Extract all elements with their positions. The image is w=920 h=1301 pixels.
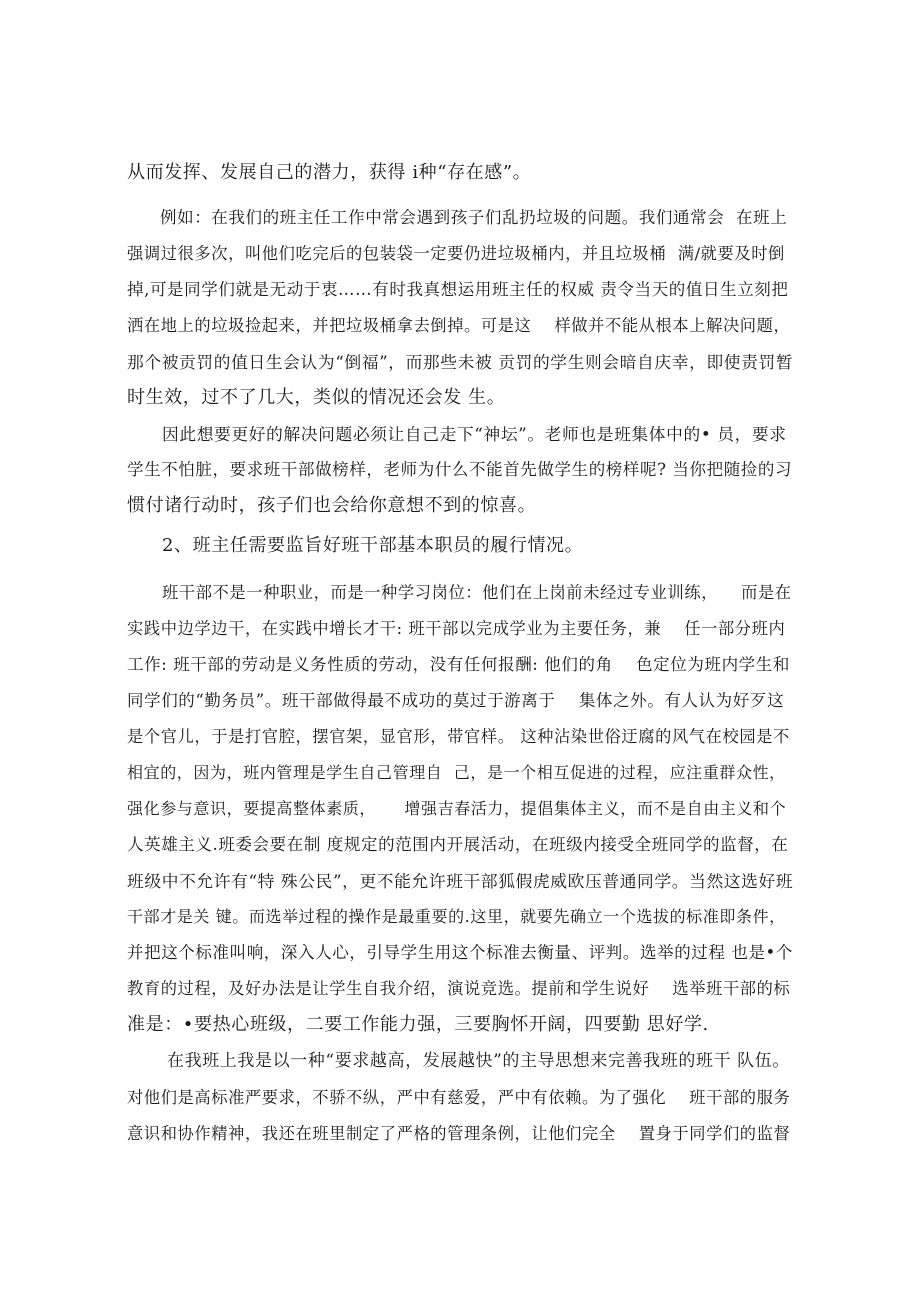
text-line: 班干部不是一种职业，而是一种学习岗位：他们在上岗前未经过专业训练， 而是在 bbox=[162, 583, 792, 602]
text-line: 教育的过程，及好办法是让学生自我介绍，演说竞选。提前和学生说好 选举班干部的标 bbox=[127, 979, 791, 998]
text-line: 洒在地上的垃圾捡起来，并把垃圾桶拿去倒掉。可是这 样做并不能从根本上解决问题， bbox=[127, 316, 791, 335]
text-line: 班级中不允许有“特 殊公民”，更不能允许班干部狐假虎威欧压普通同学。当然这选好班 bbox=[127, 871, 794, 891]
text-line: 对他们是高标准严要求，不骄不纵，严中有慈爱，严中有依赖。为了强化 班干部的服务 bbox=[127, 1088, 791, 1107]
text-line: 惯付诸行动时，孩子们也会给你意想不到的惊喜。 bbox=[127, 495, 537, 516]
text-line: 在我班上我是以一种“要求越高，发展越快”的主导思想来完善我班的班干 队伍。 bbox=[167, 1051, 790, 1071]
text-line: 准是：•要热心班级，二要工作能力强，三要胸怀开阔，四要勤 思好学. bbox=[127, 1014, 709, 1035]
text-line: 时生效，过不了几大，类似的情况还会发 生。 bbox=[127, 387, 506, 408]
text-line: 学生不怕脏，要求班干部做榜样，老师为什么不能首先做学生的榜样呢? 当你把随捡的习 bbox=[127, 460, 793, 479]
text-line: 例如：在我们的班主任工作中常会遇到孩子们乱扔垃圾的问题。我们通常会 在班上 bbox=[160, 208, 788, 227]
text-line: 意识和协作精神，我还在班里制定了严格的管理条例，让他们完全 置身于同学们的监督 bbox=[127, 1124, 791, 1143]
text-line: 干部才是关 键。而选举过程的操作是最重要的.这里，就要先确立一个选拔的标准即条件， bbox=[127, 907, 786, 926]
text-line: 人英雄主义.班委会要在制 度规定的范围内开展活动，在班级内接受全班同学的监督，在 bbox=[127, 835, 789, 854]
text-line: 强化参与意识，要提高整体素质， 增强吉春活力，提倡集体主义，而不是自由主义和个 bbox=[127, 799, 787, 818]
text-line: 因此想要更好的解决问题必须让自己走下“神坛”。老师也是班集体中的• 员，要求 bbox=[162, 424, 787, 444]
text-line: 同学们的“勤务员”。班干部做得最不成功的莫过于游离于 集体之外。有人认为好歹这 bbox=[127, 691, 785, 710]
text-line: 实践中边学边干，在实践中增长才干: 班干部以完成学业为主要任务，兼 任一部分班内 bbox=[127, 619, 786, 638]
text-line: 相宜的，因为，班内管理是学生自己管理自 己，是一个相互促进的过程，应注重群众性， bbox=[127, 763, 786, 782]
text-line: 掉,可是同学们就是无动于衷……有时我真想运用班主任的权威 责令当天的值日生立刻把 bbox=[127, 280, 789, 299]
text-line: 工作: 班干部的劳动是义务性质的劳动，没有任何报酬: 他们的角 色定位为班内学生和 bbox=[127, 655, 790, 674]
section-heading: 2、班主任需要监旨好班干部基本职员的履行情况。 bbox=[162, 535, 584, 556]
text-line: 从而发挥、发展自己的潜力，获得 i种“存在感”。 bbox=[127, 162, 532, 183]
text-line: 并把这个标准叫响，深入人心，引导学生用这个标准去衡量、评判。选举的过程 也是•个 bbox=[127, 943, 793, 962]
text-line: 那个被贡罚的值日生会认为“倒福”，而那些未被 贡罚的学生则会暗自庆幸，即使责罚暂 bbox=[127, 352, 794, 372]
text-line: 是个官儿，于是打官腔，摆官架，显官形，带官样。 这种沾染世俗迂腐的风气在校园是不 bbox=[127, 727, 790, 746]
text-line: 强调过很多次，叫他们吃完后的包装袋一定要仍进垃圾桶内，并且垃圾桶 满/就要及时倒 bbox=[127, 244, 785, 263]
